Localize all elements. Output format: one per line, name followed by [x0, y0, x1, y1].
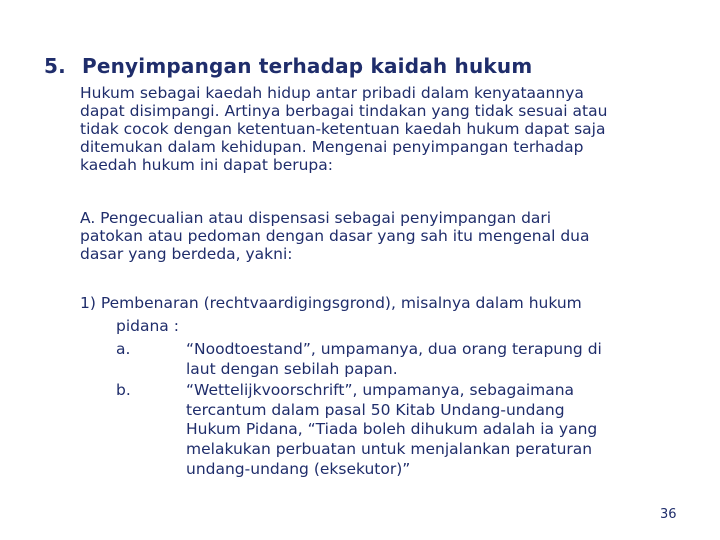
intro-paragraph	[80, 84, 670, 174]
section-number: 5.	[44, 54, 66, 78]
item-1-line: 1) Pembenaran (rechtvaardigingsgrond), misalnya dalam hukum	[80, 294, 582, 312]
sub-item-a-line: laut dengan sebilah papan.	[186, 360, 398, 378]
point-a-line: A. Pengecualian atau dispensasi sebagai penyimpangan dari	[80, 209, 552, 227]
section-title: Penyimpangan terhadap kaidah hukum	[82, 54, 533, 78]
sub-item-a-marker: a.	[116, 340, 131, 358]
intro-line: ditemukan dalam kehidupan. Mengenai penyimpangan terhadap	[80, 138, 584, 156]
sub-item-b-line: Hukum Pidana, “Tiada boleh dihukum adalah ia yang	[186, 420, 598, 438]
sub-item-b-line: undang-undang (eksekutor)”	[186, 460, 411, 478]
sub-item-b-line: melakukan perbuatan untuk menjalankan peraturan	[186, 440, 593, 458]
sub-item-b-line: tercantum dalam pasal 50 Kitab Undang-undang	[186, 401, 565, 419]
intro-line: Hukum sebagai kaedah hidup antar pribadi dalam kenyataannya	[80, 84, 584, 102]
intro-line: tidak cocok dengan ketentuan-ketentuan kaedah hukum dapat saja	[80, 120, 606, 138]
sub-item-b-marker: b.	[116, 381, 131, 399]
point-a-line: patokan atau pedoman dengan dasar yang sah itu mengenal dua	[80, 227, 590, 245]
section-heading	[44, 54, 532, 78]
item-1-line: pidana :	[116, 317, 179, 335]
page-number: 36	[660, 507, 677, 522]
sub-item-a-line: “Noodtoestand”, umpamanya, dua orang terapung di	[186, 340, 602, 358]
sub-item-b-line: “Wettelijkvoorschrift”, umpamanya, sebagaimana	[186, 381, 575, 399]
intro-line: kaedah hukum ini dapat berupa:	[80, 156, 333, 174]
point-a-line: dasar yang berdeda, yakni:	[80, 245, 293, 263]
intro-line: dapat disimpangi. Artinya berbagai tindakan yang tidak sesuai atau	[80, 102, 608, 120]
